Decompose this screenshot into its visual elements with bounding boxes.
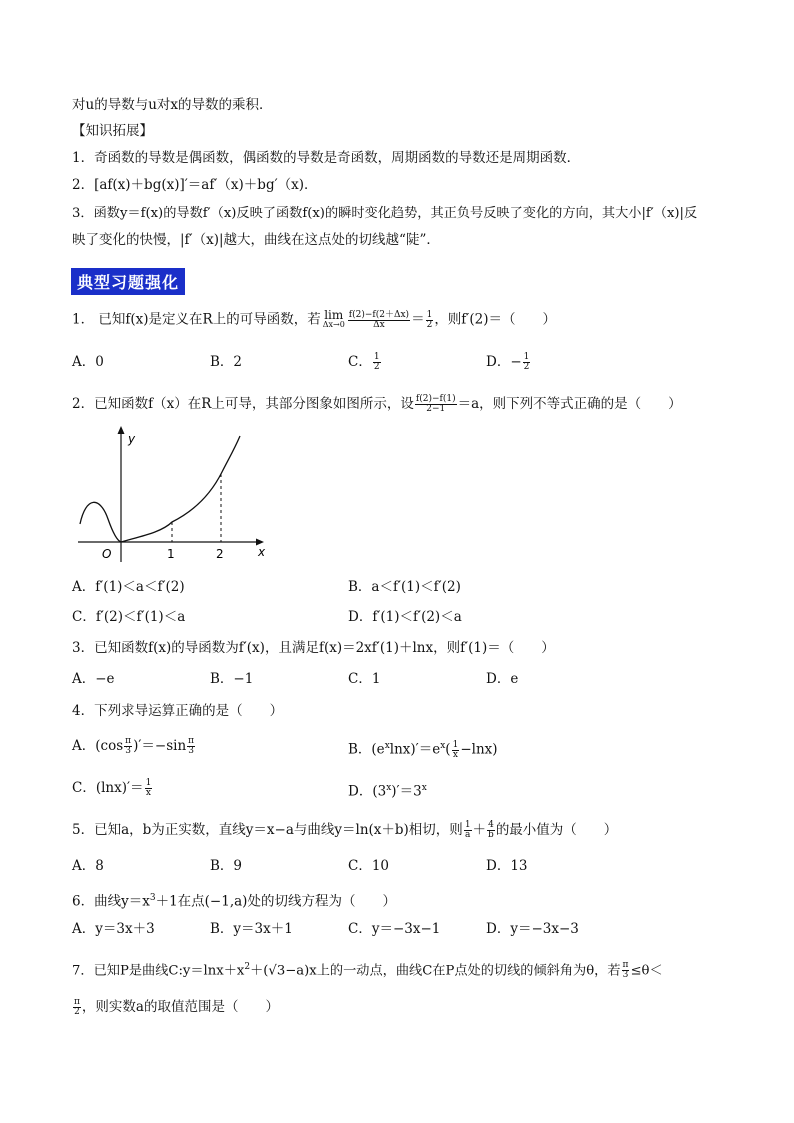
q6-option-b[interactable]: B．y＝3x＋1 — [210, 921, 293, 937]
tick-label-1: 1 — [167, 547, 175, 561]
q3-option-b[interactable]: B．−1 — [210, 671, 254, 687]
section-heading: 典型习题强化 — [71, 268, 185, 295]
y-axis-arrow — [118, 426, 125, 434]
q4-option-b[interactable]: B．$(e^x\ln x)'=e^x$( $\frac{1}{x}$ −lnx) — [348, 739, 498, 760]
q3-option-a[interactable]: A．−e — [72, 671, 115, 687]
q5-option-c[interactable]: C．10 — [348, 858, 390, 874]
q7-stem-cont: $\frac{\pi}{2}$ ，则实数a的取值范围是（ ） — [74, 997, 279, 1017]
knowledge-title: 【知识拓展】 — [72, 123, 153, 139]
q5-option-a[interactable]: A．8 — [72, 858, 104, 874]
q1-option-a[interactable]: A．0 — [72, 354, 104, 370]
q6-option-d[interactable]: D．y＝−3x−3 — [486, 921, 579, 937]
q6-option-c[interactable]: C．y＝−3x−1 — [348, 921, 441, 937]
q4-stem: 4．下列求导运算正确的是（ ） — [72, 703, 284, 719]
origin-label: O — [102, 547, 112, 561]
tick-label-2: 2 — [216, 547, 224, 561]
q2-stem: 2．已知函数f（x）在R上可导，其部分图象如图所示，设 $\frac{f(2)-f(1)}{2-1}$ ＝a，则下列不等式正确的是（ ） — [72, 394, 682, 414]
q2-option-a[interactable]: A．f′(1)＜a＜f′(2) — [72, 579, 185, 595]
q2-option-c[interactable]: C．f′(2)＜f′(1)＜a — [72, 609, 186, 625]
q1-option-c[interactable]: C． $\frac{1}{2}$ — [348, 352, 380, 372]
knowledge-item-3: 3．函数y＝f(x)的导数f′（x)反映了函数f(x)的瞬时变化趋势，其正负号反映了变化的方向，其大小|f′（x)|反 — [72, 206, 698, 221]
q3-option-d[interactable]: D．e — [486, 671, 519, 687]
q1-option-d[interactable]: D．− $\frac{1}{2}$ — [486, 352, 530, 372]
knowledge-item-3-cont: 映了变化的快慢，|f′（x)|越大，曲线在这点处的切线越“陡”． — [72, 232, 440, 248]
intro-line: 对u的导数与u对x的导数的乘积． — [72, 97, 273, 113]
q2-function-graph — [72, 424, 282, 566]
q4-option-c[interactable]: C．(lnx)′＝ $\frac{1}{x}$ — [72, 778, 152, 798]
q5-stem: 5．已知a，b为正实数，直线y＝x−a与曲线y＝ln(x＋b)相切，则 $\frac{1}{a}$ ＋ $\frac{4}{b}$ 的最小值为（ ） — [72, 820, 618, 840]
q5-option-d[interactable]: D．13 — [486, 858, 528, 874]
q2-option-b[interactable]: B．a＜f′(1)＜f′(2) — [348, 579, 461, 595]
q3-stem: 3．已知函数f(x)的导函数为f′(x)，且满足f(x)＝2xf′(1)＋lnx，则f′(1)＝（ ） — [72, 640, 555, 656]
q2-option-d[interactable]: D．f′(1)＜f′(2)＜a — [348, 609, 462, 625]
q1-stem: 1． 已知f(x)是定义在R上的可导函数，若 lim Δx→0 $\frac{f(2)-f(2+\Delta x)}{\Delta x}$ ＝ $\frac{1}{2}$ ，则f′(2)＝（ ） — [72, 308, 556, 330]
knowledge-item-2: 2．[af(x)＋bg(x)]′＝af′（x)＋bg′（x)． — [72, 177, 318, 193]
q3-option-c[interactable]: C．1 — [348, 671, 381, 687]
q6-option-a[interactable]: A．y＝3x＋3 — [72, 921, 155, 937]
y-axis-label: y — [128, 432, 136, 446]
q6-stem: 6．曲线$y=x^3+1$在点(−1,a)处的切线方程为（ ） — [72, 893, 396, 910]
q7-stem: 7．已知P是曲线$C:y=\ln x+x^2+(√3-a)x$上的一动点，曲线C在P点处的切线的倾斜角为θ，若 $\frac{\pi}{3}$ ≤θ＜ — [72, 960, 663, 981]
q4-option-a[interactable]: A．(cos $\frac{\pi}{3}$ )′＝−sin $\frac{\pi}{3}$ — [72, 736, 195, 756]
x-axis-label: x — [258, 545, 266, 559]
function-curve — [80, 436, 240, 542]
q1-option-b[interactable]: B．2 — [210, 354, 243, 370]
q5-option-b[interactable]: B．9 — [210, 858, 243, 874]
q4-option-d[interactable]: D．$(3^x)'=3^x$ — [348, 783, 427, 800]
knowledge-item-1: 1．奇函数的导数是偶函数，偶函数的导数是奇函数，周期函数的导数还是周期函数． — [72, 150, 581, 166]
